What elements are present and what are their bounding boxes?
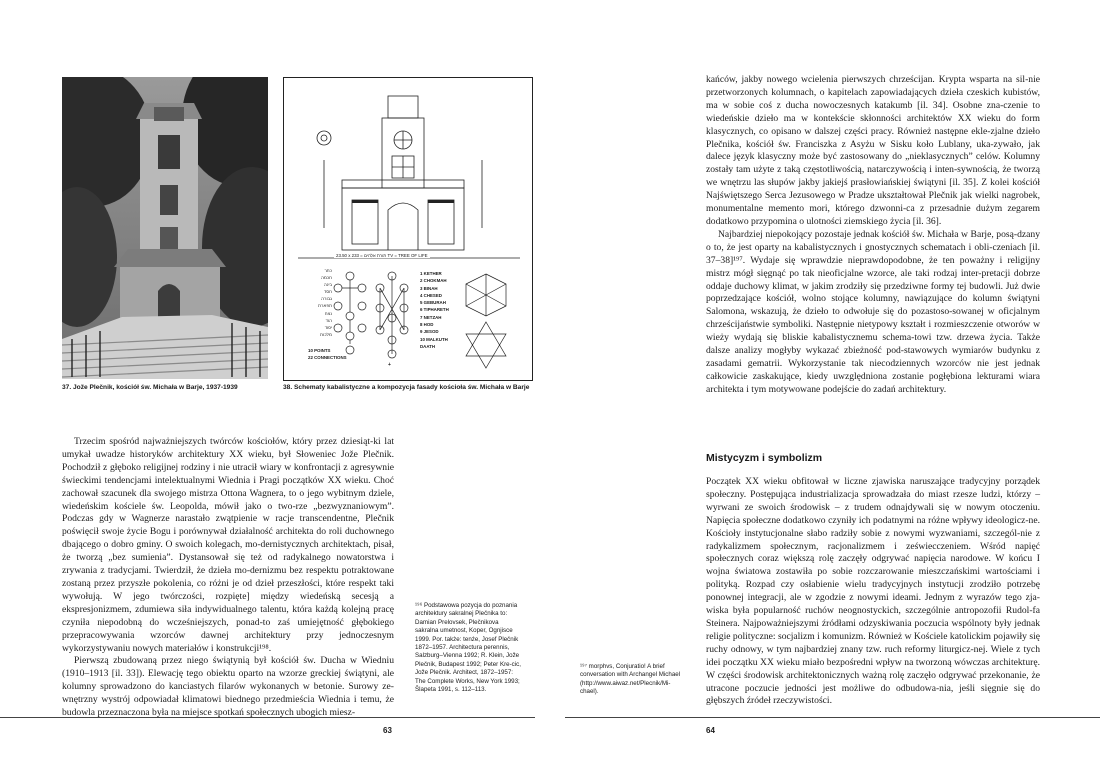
right-page-body-top — [706, 74, 1040, 397]
left-page-rule — [0, 717, 535, 718]
paragraph: Najbardziej niepokojący pozostaje jednak kościół św. Michała w Barje, posą-dzany o to, że jest oparty na kabalistycznych i gnostycznych schematach i obli-czeniach [il. 37–38]¹⁹⁷. Wydaje się wprawdzie nieprawdopodobne, że ten poważny i religijny mistrz mógł sięgnąć po tak nieoficjalne wzorce, ale taki rodzaj inter-pretacji dobrze oddaje duchowy klimat, w jakim zrodziły się przedziwne formy tej budowli. Już dwie poprzedzające kościół, wolno stojące kolumny, nawiązujące do kolumn świątyni Salomona, wskazują, że dzieło to odwołuje się do pozastoso-sowanej w oficjalnym chrześcijaństwie symboliki. Następnie nietypowy kształt i rozmieszczenie otworów w wieży wydają się bliskie kabalistycznemu schema-towi tzw. drzewa życia. Także dalsze analizy mogłyby wykazać zbieżność pod-stawowych wymiarów budynku z zasadami gematrii. Wykorzystanie tak niecodziennych wzorców nie jest jednak całkowicie zaskakujące, kiedy uwzględniona zostanie pogłębiona lekturami wiara architekta i tym motywowane podejście do zadań architektury. — [706, 228, 1040, 395]
footnote-196: ¹⁹⁶ Podstawowa pozycja do poznania architektury sakralnej Plečnika to: Damian Prelovsek, Plečnikova sakralna umetnost, Koper, Ognjisce 1999. Por. także: tenże, Josef Plečnik 1872–1957. Architectura perennis, Salzburg–Vienna 1992; R. Klein, Jože Plečnik, Budapest 1992; Peter Kre-cic, Jože Plečnik. Architect, 1872–1957: The Complete Works, New York 1993; Šlapeta 1991, s. 112–113. — [415, 602, 521, 694]
left-page-body — [62, 436, 394, 720]
church-photo-barje — [62, 77, 268, 379]
paragraph: Początek XX wieku obfitował w liczne zjawiska naruszające tradycyjny porządek społeczny. Postępująca industrializacja sprowadzała do miast rzesze ludzi, którzy – wyrwani ze swoich środowisk – z trudem odnajdywali się w nowym otoczeniu. Napięcia społeczne dodatkowo czyniły ich podatnymi na różne wpływy ideologicz-ne. Kościoły instytucjonalne słabo radziły sobie z nowymi wyzwaniami, szczegól-nie z radykalizmem społecznym, racjonalizmem i zeświecczeniem. Wśród napięć społecznych coraz większą rolę zaczęły odgrywać napięcia narodowe. W końcu I wojna światowa zostawiła po sobie rozczarowanie mieszczańskimi wartościami i polityką. Rozpad czy osłabienie wielu tradycyjnych instytucji zrodziło potrzebę ponownej integracji, ale w zgodzie z nowymi ideami. Jednym z wyrazów tego zja-wiska była popularność ruchów neognostyckich, szczególnie antropozofii Rudol-fa Steinera. Najpoważniejszymi źródłami odzyskiwania poczucia wspólnoty były jednak religie polityczne: socjalizm i komunizm. Również w Kościele katolickim pojawiły się ruchy odnowy, w tym najbardziej znany tzw. ruch reformy liturgicz-nej. Wiele z tych idei początku XX wieku miało bezpośredni wpływ na tworzoną wówczas architekturę. W części środowisk architektonicznych ważną rolę zaczęło odgrywać przekonanie, że utracone poczucie jedności jest możliwe do odbudowa-nia, jeśli sięgnie się do głębszych źródeł rzeczywistości. — [706, 476, 1040, 707]
diagram-hebrew-list: כתר חכמה בינה חסד גבורה תפארת נצח הוד יסוד מלכות — [318, 269, 332, 338]
page-number-left: 63 — [383, 726, 392, 735]
footnote-197: ¹⁹⁷ morphvs, Conjuratio! A brief conversation with Archangel Michael (http://www.aiwaz.net/Plecnik/Mi-chael). — [580, 663, 681, 696]
section-heading: Mistycyzm i symbolizm — [706, 452, 823, 464]
paragraph: Trzecim spośród najważniejszych twórców kościołów, który przez dziesiąt-ki lat umykał uwadze historyków architektury XX wieku, był Słoweniec Jože Plečnik. Pochodził z głęboko religijnej rodziny i nie utracił wiary w konfrontacji z agresywnie świeckimi tendencjami intelektualnymi Wiednia i Pragi początków XX wieku. Choć zachował szacunek dla swojego mistrza Ottona Wagnera, to o jego wybitnym dziele, wiedeńskim kościele św. Leopolda, mówił jako o two-rze „bezwyznaniowym”. Podczas gdy w Wagnerze narastało zwątpienie w racje transcendentne, Plečnik poświęcił swoje życie Bogu i porównywał działalność architekta do roli duchownego dbającego o dobro gminy. O swoich kolegach, mo-dernistycznych architektach, pisał, że tworzą „bez sumienia”. Dystansował się też od radykalnego nowatorstwa i zrywania z tradycjami. Twierdził, że dzieła mo-dernizmu bez respektu potraktowane zostaną przez przyszłe pokolenia, co różni je od dzieł przeszłości, które respekt taki wywołują. W jego twórczości, rozpięte] między wiedeńską secesją a ekspresjonizmem, zdumiewa siła indywidualnego talentu, która każdą kolejną pracę czyniła niepodobną do wcześniejszych, ponad-to zaś umiejętność głębokiego przepracowywania wzorców dawnej architektury przy jednoczesnym wykorzystywaniu nowych materiałów i konstrukcji¹⁹⁸. — [62, 436, 394, 654]
diagram-connections-label: 22 CONNECTIONS — [308, 355, 347, 360]
diagram-points-label: 10 POINTS — [308, 348, 331, 353]
diagram-formula: 23.50 x 233 = תורת אלהים TV = TREE OF LIFE — [336, 253, 428, 258]
figure-37-caption: 37. Jože Plečnik, kościół św. Michała w Barje, 1937-1939 — [62, 384, 238, 391]
bell-tower-photo-image — [62, 77, 268, 379]
diagram-sefirot-list: 1 KETHER 2 CHOKMAH 3 BINAH 4 CHESED 5 GEBURAH 6 TIPHARETH 7 NETZAH 8 HOD 9 JESOD 10 MALKUTH DAATH — [420, 271, 449, 349]
paragraph: kańców, jakby nowego wcielenia pierwszych chrześcijan. Krypta wsparta na sil-nie przetworzonych kolumnach, o kapitelach zapowiadających dzieła czeskich kubistów, ma w sobie coś z ducha nowoczesnych katakumb [il. 34]. Osobne zna-czenie to wiedeńskie dzieło ma w kontekście skłonności architektów XX wieku do form klasycznych, co opisano w dalszej części pracy. Również następne ekle-zjalne dzieło Plečnika, kościół św. Franciszka z Asyżu w Sisku koło Lublany, uka-zywało, jak dalece język klasyczny może być zastosowany do „nieklasycznych” celów. Kolumny zostały tam użyte z taką częstotliwością, natarczywością i inten-sywnością, że tworzą we wnętrzu las słupów jakby jakiejś prasłowiańskiej świątyni [il. 35]. Z kolei kościół Najświętszego Serca Jezusowego w Pradze ukształtował Plečnik jak wielki nagrobek, monumentalne memento mori, którego dzwonni-ca z przesadnie dużym zegarem dodatkowo przypomina o ulotności ziemskiego życia [il. 36]. — [706, 74, 1040, 227]
diagram-plus-sign: + — [388, 362, 391, 368]
kabbalah-facade-diagram — [283, 77, 533, 381]
page-number-right: 64 — [706, 726, 715, 735]
right-page-body-bottom — [706, 476, 1040, 708]
right-page-rule — [565, 717, 1100, 718]
paragraph: Pierwszą zbudowaną przez niego świątynią był kościół św. Ducha w Wiedniu (1910–1913 [il. 33]). Elewację tego obiektu oparto na wzorze greckiej świątyni, ale kolumny sprowadzono do kanciastych filarów wykonanych w betonie. Surowy ze-wnętrzny wystrój odpowiadał klimatowi biednego przedmieścia Wiednia i temu, że budowla przeznaczona była na miejsce spotkań społecznych ubogich miesz- — [62, 655, 394, 719]
figure-38-caption: 38. Schematy kabalistyczne a kompozycja fasady kościoła św. Michała w Barje — [283, 384, 530, 391]
